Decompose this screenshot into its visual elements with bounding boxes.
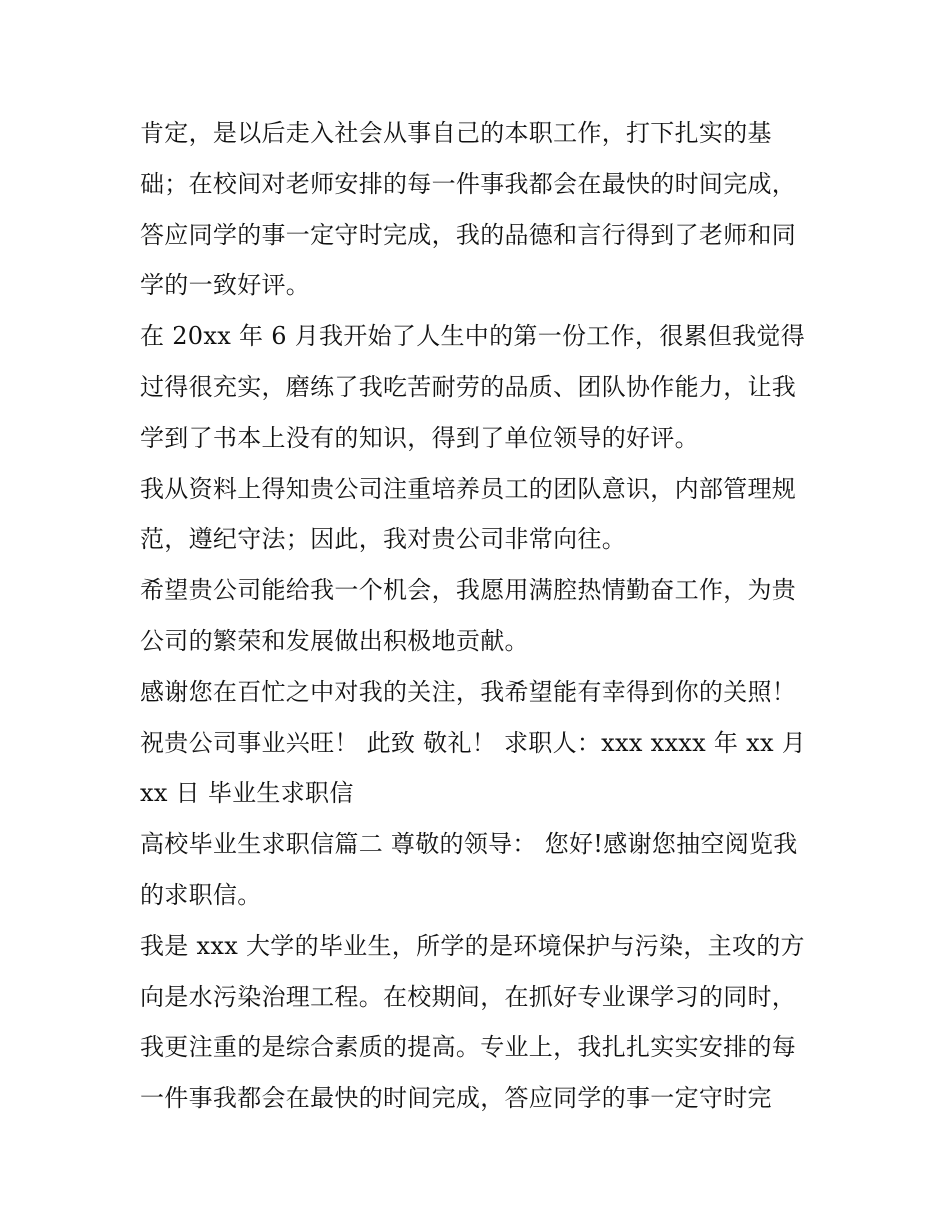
- text-line: 一件事我都会在最快的时间完成，答应同学的事一定守时完: [140, 1084, 772, 1113]
- text-line: 我是 xxx 大学的毕业生，所学的是环境保护与污染，主攻的方: [140, 931, 805, 960]
- text-line: 高校毕业生求职信篇二 尊敬的领导： 您好!感谢您抽空阅览我: [140, 830, 798, 859]
- text-line: 我更注重的是综合素质的提高。专业上，我扎扎实实安排的每: [140, 1033, 797, 1062]
- text-line: 公司的繁荣和发展做出积极地贡献。: [140, 626, 529, 655]
- text-line: 在 20xx 年 6 月我开始了人生中的第一份工作，很累但我觉得: [140, 322, 805, 351]
- text-line: 祝贵公司事业兴旺！ 此致 敬礼！ 求职人：xxx xxxx 年 xx 月: [140, 728, 807, 757]
- text-line: 肯定，是以后走入社会从事自己的本职工作，打下扎实的基: [140, 119, 772, 147]
- text-line: xx 日 毕业生求职信: [140, 779, 354, 808]
- text-line: 过得很充实，磨练了我吃苦耐劳的品质、团队协作能力，让我: [140, 372, 797, 401]
- text-line: 学的一致好评。: [140, 271, 311, 300]
- text-line: 感谢您在百忙之中对我的关注，我希望能有幸得到你的关照！: [140, 677, 797, 706]
- text-line: 础；在校间对老师安排的每一件事我都会在最快的时间完成，: [140, 169, 797, 198]
- text-line: 向是水污染治理工程。在校期间，在抓好专业课学习的同时，: [140, 982, 797, 1011]
- text-line: 学到了书本上没有的知识，得到了单位领导的好评。: [140, 423, 699, 452]
- text-line: 我从资料上得知贵公司注重培养员工的团队意识，内部管理规: [140, 474, 797, 503]
- text-line: 的求职信。: [140, 880, 262, 909]
- document-body: [140, 108, 820, 1124]
- text-line: 希望贵公司能给我一个机会，我愿用满腔热情勤奋工作，为贵: [140, 576, 797, 605]
- text-line: 范，遵纪守法；因此，我对贵公司非常向往。: [140, 525, 626, 554]
- text-line: 答应同学的事一定守时完成，我的品德和言行得到了老师和同: [140, 220, 797, 249]
